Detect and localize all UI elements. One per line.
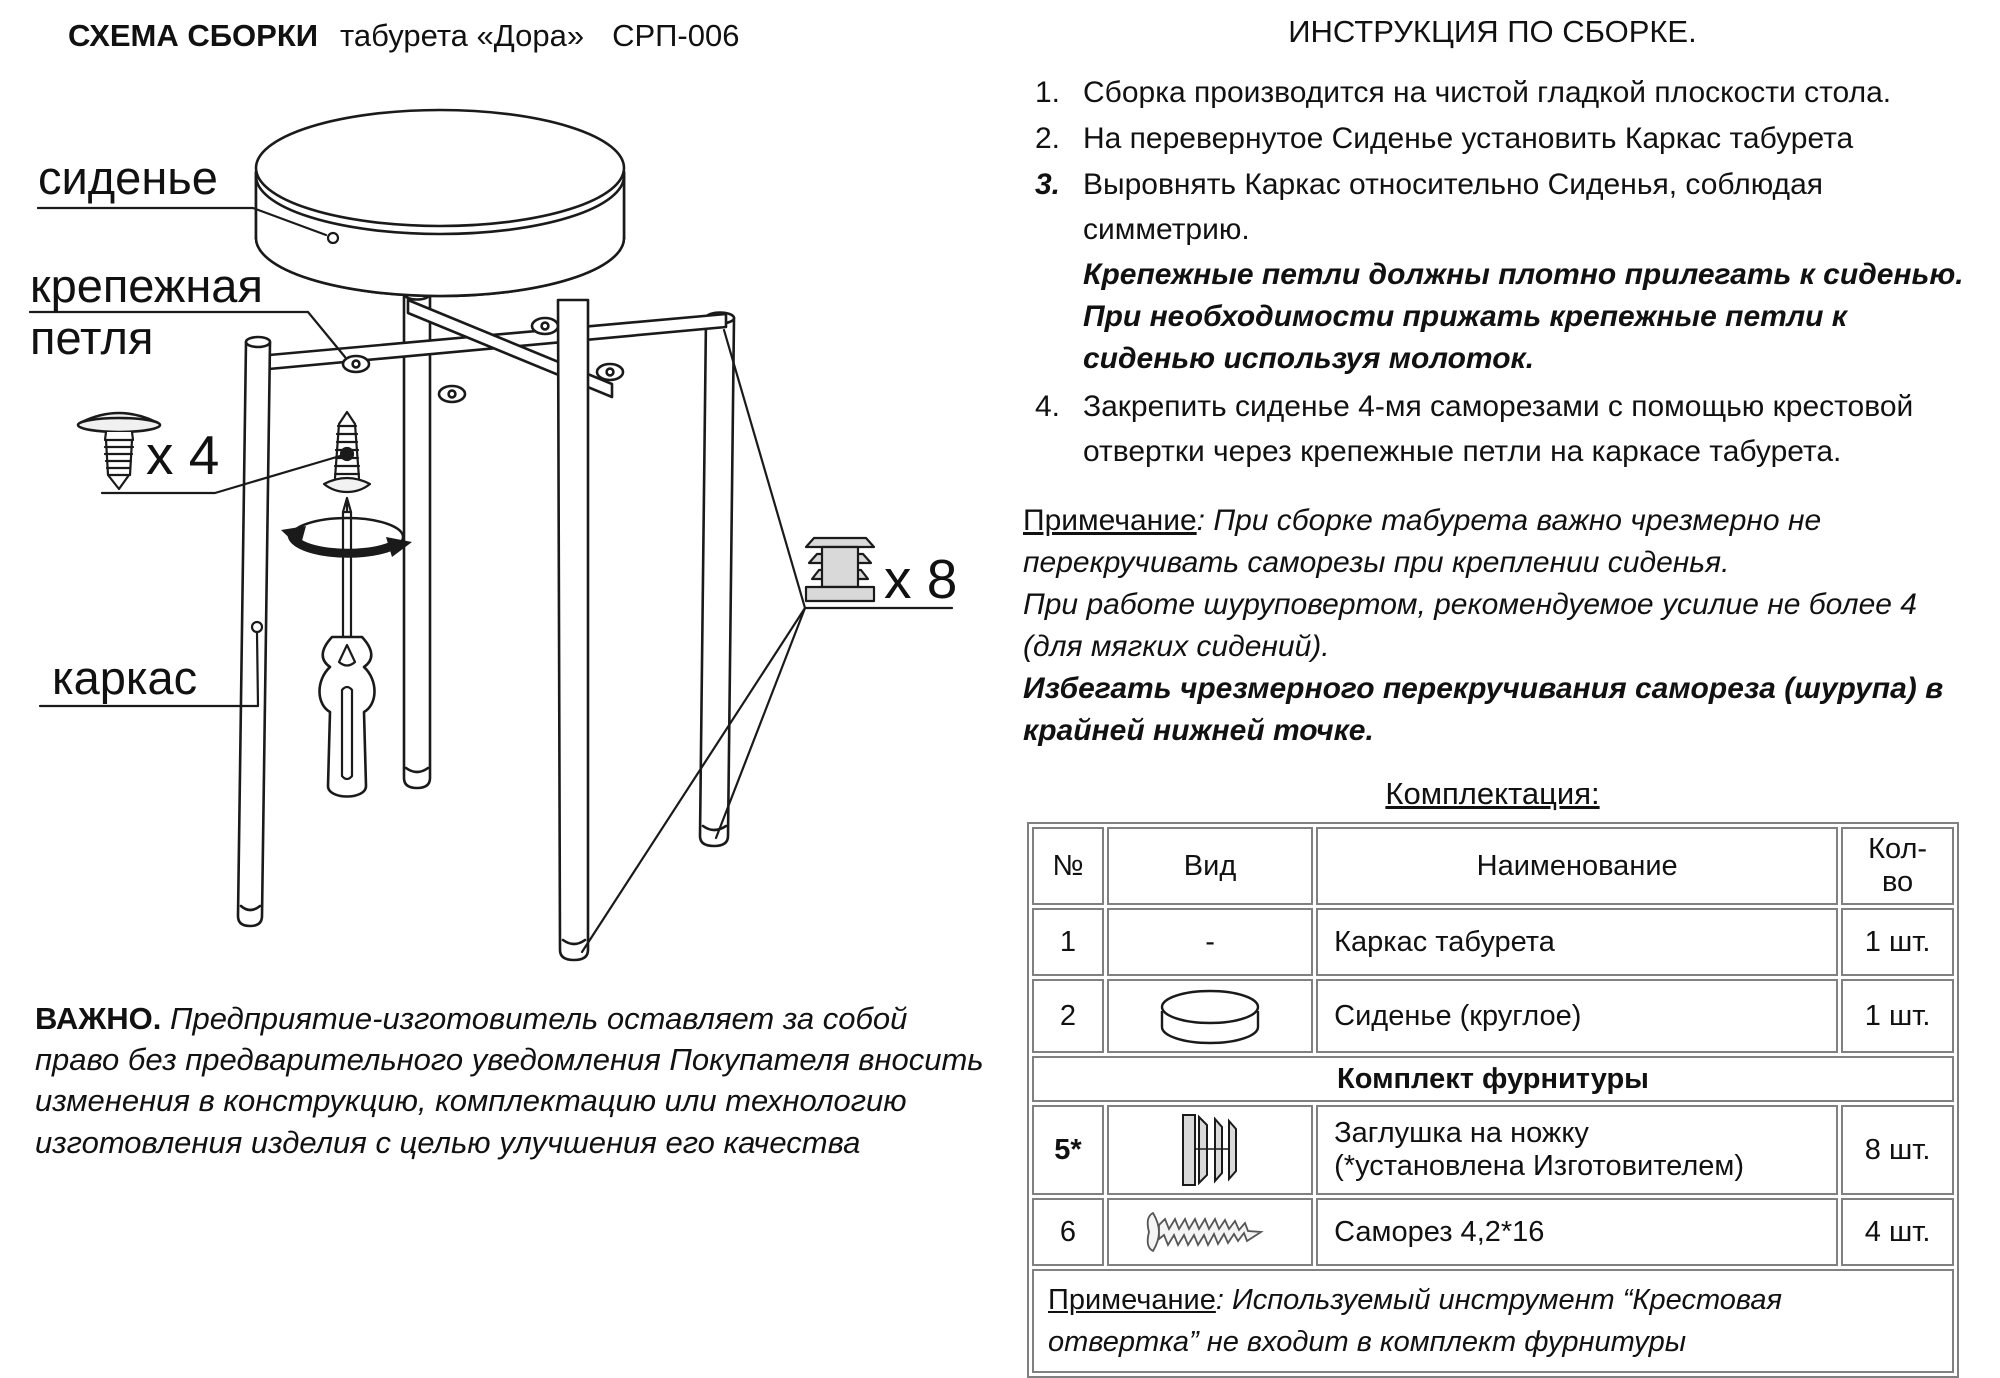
table-section-hardware [1032,1056,1954,1102]
step-2 [1005,116,1980,161]
row5-num: 5* [1032,1105,1104,1195]
label-loop-line1: крепежная [30,259,263,312]
stool-leg-front [558,300,588,960]
footnote-label: Примечание [1048,1284,1216,1316]
step-3-warning: Крепежные петли должны плотно прилегать к сиденью. При необходимости прижать крепежные петли к сиденью используя молоток. [1083,258,1964,375]
table-footnote [1032,1269,1954,1373]
row1-name: Каркас табурета [1316,908,1838,976]
table-row-seat [1032,979,1954,1053]
scheme-title-code: СРП-006 [612,18,740,53]
screw-icon [1135,1205,1285,1259]
step-2-number: 2. [1035,122,1061,155]
instruction-title: ИНСТРУКЦИЯ ПО СБОРКЕ. [1288,14,1697,49]
screwdriver-icon [281,498,412,797]
parts-table [1027,822,1959,1378]
leg-cap-x8-icon [806,538,874,601]
step-3-text: Выровнять Каркас относительно Сиденья, соблюдая симметрию. [1083,168,1823,246]
parts-table-header [1032,827,1954,905]
stool-leg-back-left [404,289,430,789]
table-row-screw [1032,1198,1954,1266]
section-label: Комплект фурнитуры [1032,1056,1954,1102]
note-paragraph-1 [1023,500,1970,584]
assembly-steps [1005,70,1980,474]
important-note [35,998,995,1163]
header-view: Вид [1107,827,1313,905]
label-x8: x 8 [884,548,958,610]
row2-num: 2 [1032,979,1104,1053]
label-x4: x 4 [146,424,220,486]
step-2-text: На перевернутое Сиденье установить Каркас табурета [1083,122,1854,155]
header-qty: Кол-во [1841,827,1954,905]
cap-icon [1165,1111,1255,1189]
row6-view [1107,1198,1313,1266]
important-label: ВАЖНО. [35,1001,162,1036]
row6-qty: 4 шт. [1841,1198,1954,1266]
note-block [1023,500,1980,752]
step-3-number: 3. [1035,168,1061,201]
note-paragraph-3: Избегать чрезмерного перекручивания самореза (шурупа) в крайней нижней точке. [1023,672,1944,747]
seat-shape [256,110,624,296]
step-4-text: Закрепить сиденье 4-мя саморезами с помощью крестовой отвертки через крепежные петли на каркасе табурета. [1083,390,1914,468]
parts-list-title: Комплектация: [1385,776,1600,811]
step-3 [1005,162,1980,252]
table-row-cap [1032,1105,1954,1195]
footnote-text: : Используемый инструмент “Крестовая отвертка” не входит в комплект фурнитуры [1048,1284,1783,1359]
row5-name: Заглушка на ножку (*установлена Изготовителем) [1316,1105,1838,1195]
label-loop-line2: петля [30,311,154,364]
stool-assembly-diagram [0,60,990,995]
cap-leader-lines [582,330,952,952]
scheme-title [68,18,739,54]
row2-qty: 1 шт. [1841,979,1954,1053]
row2-name: Сиденье (круглое) [1316,979,1838,1053]
step-1 [1005,70,1980,115]
note-label: Примечание [1023,504,1197,537]
scheme-title-product: табурета «Дора» [340,18,585,53]
header-name: Наименование [1316,827,1838,905]
note-text-1: : При сборке табурета важно чрезмерно не перекручивать саморезы при креплении сиденья. [1023,504,1822,579]
important-text: Предприятие-изготовитель оставляет за собой право без предварительного уведомления Покупателя вносить изменения в конструкцию, комплектацию или технологию изготовления изделия с целью улучшения его качества [35,1001,984,1160]
table-row-frame [1032,908,1954,976]
instruction-column [1005,0,1980,1378]
row5-qty: 8 шт. [1841,1105,1954,1195]
stool-leg-right [700,313,734,847]
step-1-number: 1. [1035,76,1061,109]
seat-icon [1150,985,1270,1047]
row1-view: - [1107,908,1313,976]
note-paragraph-2: При работе шуруповертом, рекомендуемое усилие не более 4 (для мягких сидений). [1023,588,1917,663]
row1-qty: 1 шт. [1841,908,1954,976]
scheme-title-bold: СХЕМА СБОРКИ [68,18,319,53]
step-1-text: Сборка производится на чистой гладкой плоскости стола. [1083,76,1892,109]
label-seat: сиденье [38,151,218,204]
header-num: № [1032,827,1104,905]
row6-name: Саморез 4,2*16 [1316,1198,1838,1266]
row1-num: 1 [1032,908,1104,976]
row5-view [1107,1105,1313,1195]
floating-screw [324,412,370,492]
step-4-number: 4. [1035,390,1061,423]
row6-num: 6 [1032,1198,1104,1266]
row2-view [1107,979,1313,1053]
step-4 [1005,384,1980,474]
label-frame: каркас [52,651,198,704]
screw-x4-leader [102,456,340,493]
